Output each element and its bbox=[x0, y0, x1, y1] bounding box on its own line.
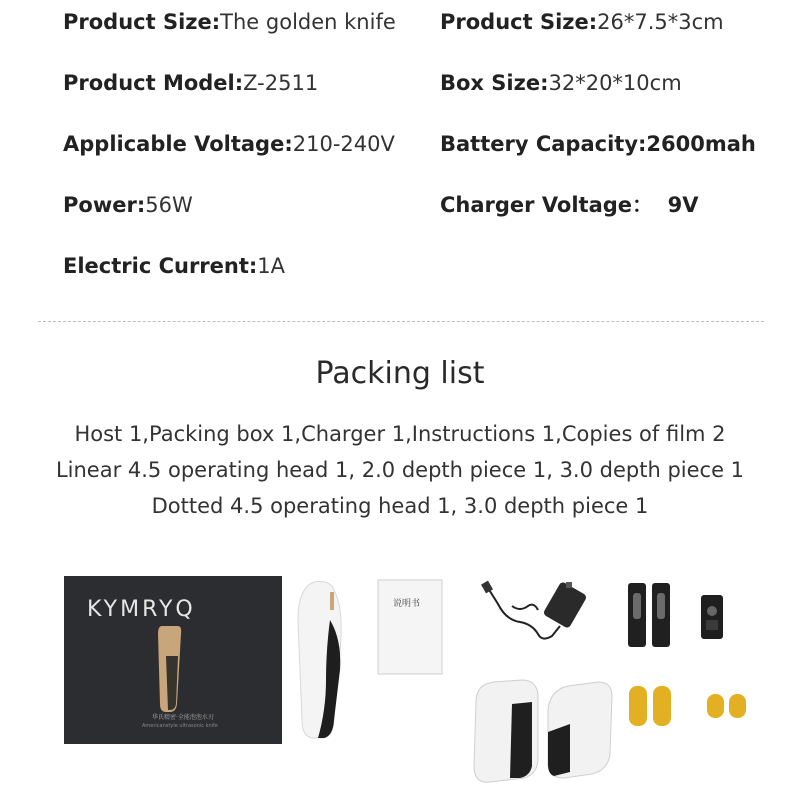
spec-label: Battery Capacity: bbox=[440, 132, 647, 156]
spec-box-size bbox=[440, 70, 682, 96]
box-caption-1: 华氏精密·全能泡泡水刃 bbox=[152, 714, 214, 721]
host-device-image bbox=[296, 580, 352, 740]
clip-piece-image bbox=[700, 594, 724, 640]
instruction-manual-image bbox=[377, 579, 443, 675]
spec-value: 210-240V bbox=[292, 132, 395, 156]
dashed-divider bbox=[38, 321, 764, 322]
spec-label: Charger Voltage： bbox=[440, 193, 654, 217]
manual-label: 说明书 bbox=[393, 599, 421, 609]
spec-value: 2600mah bbox=[646, 132, 756, 156]
depth-pieces-small-image bbox=[705, 692, 749, 720]
spec-product-size-right bbox=[440, 9, 724, 35]
charger-image bbox=[480, 576, 592, 650]
box-brand: KYMRYQ bbox=[87, 597, 196, 622]
spec-value: Z-2511 bbox=[243, 71, 319, 95]
spec-electric-current bbox=[63, 253, 285, 279]
spec-value: 1A bbox=[257, 254, 286, 278]
spec-label: Product Size: bbox=[440, 10, 598, 34]
spec-label: Box Size: bbox=[440, 71, 549, 95]
spec-value: 9V bbox=[653, 193, 699, 217]
spec-value: 32*20*10cm bbox=[548, 71, 682, 95]
spec-label: Product Model: bbox=[63, 71, 244, 95]
packing-line-2: Linear 4.5 operating head 1, 2.0 depth piece 1, 3.0 depth piece 1 bbox=[55, 458, 745, 482]
packing-box-image bbox=[64, 576, 282, 744]
packing-line-1: Host 1,Packing box 1,Charger 1,Instructions 1,Copies of film 2 bbox=[74, 422, 726, 446]
box-caption-2: Americanstyle ultrasonic knife bbox=[142, 723, 218, 729]
spec-battery-capacity bbox=[440, 131, 756, 157]
operating-heads-image bbox=[470, 674, 620, 784]
spec-applicable-voltage bbox=[63, 131, 395, 157]
spec-label: Electric Current: bbox=[63, 254, 258, 278]
spec-value: 56W bbox=[145, 193, 193, 217]
spec-label: Product Size: bbox=[63, 10, 221, 34]
packing-line-3: Dotted 4.5 operating head 1, 3.0 depth piece 1 bbox=[151, 494, 649, 518]
spec-label: Power: bbox=[63, 193, 146, 217]
film-pieces-image bbox=[626, 581, 674, 649]
spec-value: 26*7.5*3cm bbox=[597, 10, 724, 34]
packing-list-title: Packing list bbox=[315, 356, 485, 391]
spec-product-size-left bbox=[63, 9, 396, 35]
depth-pieces-large-image bbox=[625, 684, 675, 728]
spec-product-model bbox=[63, 70, 318, 96]
spec-value: The golden knife bbox=[220, 10, 396, 34]
spec-label: Applicable Voltage: bbox=[63, 132, 293, 156]
spec-charger-voltage bbox=[440, 192, 699, 218]
spec-power bbox=[63, 192, 193, 218]
